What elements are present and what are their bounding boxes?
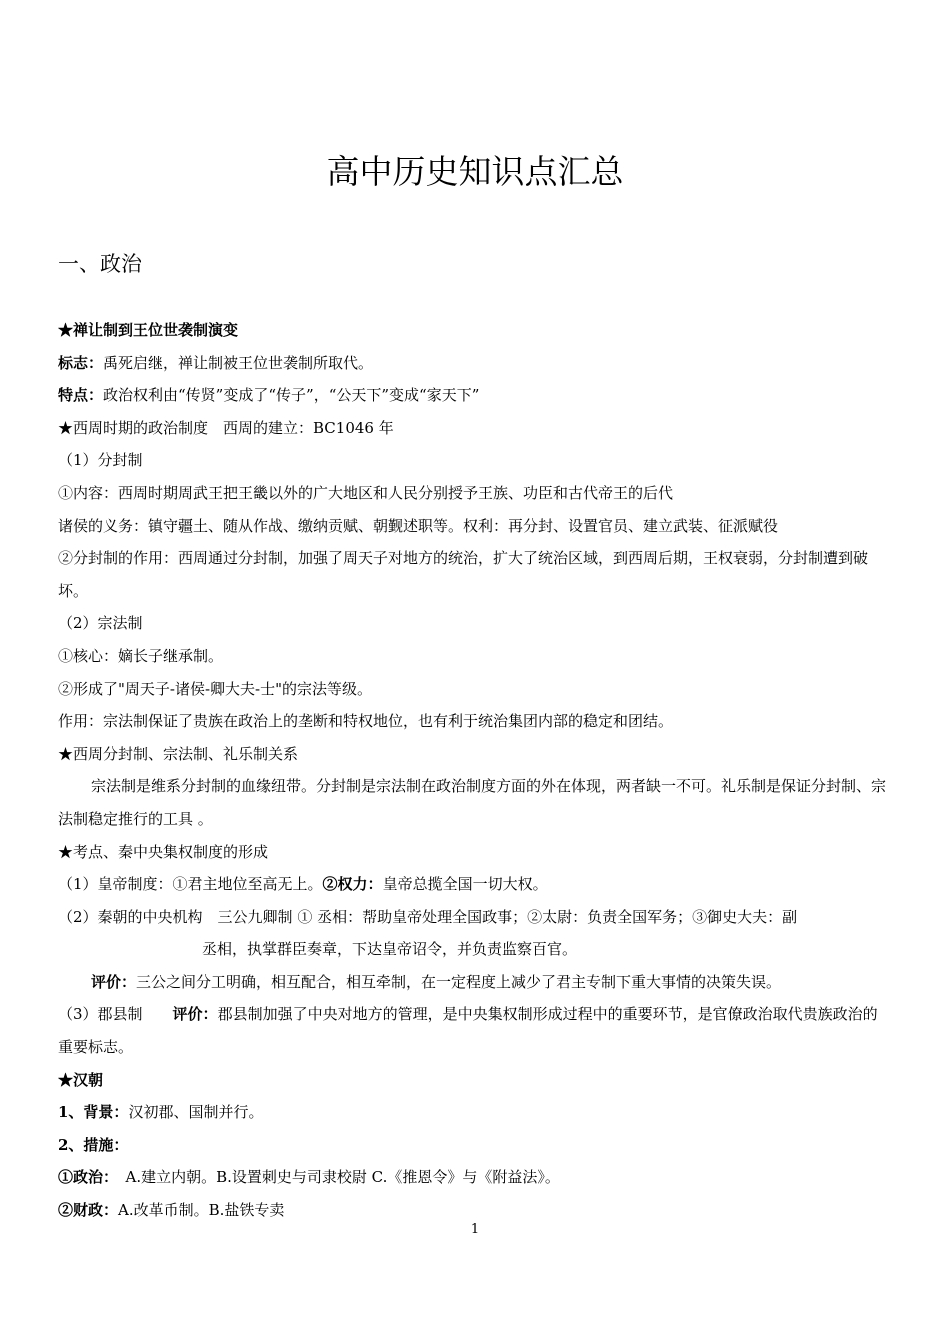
- paragraph-line: 1、背景：汉初郡、国制并行。: [58, 1103, 264, 1122]
- paragraph-line: （1）皇帝制度：①君主地位至高无上。②权力：皇帝总揽全国一切大权。: [58, 875, 548, 894]
- paragraph-line: 标志：禹死启继，禅让制被王位世袭制所取代。: [58, 353, 374, 372]
- paragraph-line: （2）宗法制: [58, 614, 143, 633]
- paragraph-line: ②分封制的作用：西周通过分封制，加强了周天子对地方的统治，扩大了统治区域，到西周后期，王权衰弱，分封制遭到破坏。: [58, 549, 869, 600]
- paragraph-line: ①内容：西周时期周武王把王畿以外的广大地区和人民分别授予王族、功臣和古代帝王的后代: [58, 483, 674, 502]
- paragraph-line: 作用：宗法制保证了贵族在政治上的垄断和特权地位，也有利于统治集团内部的稳定和团结。: [58, 712, 674, 731]
- paragraph-line: 丞相，执掌群臣奏章，下达皇帝诏令，并负责监察百官。: [202, 940, 578, 959]
- page-title: 高中历史知识点汇总: [326, 152, 624, 191]
- page-number: 1: [470, 1222, 480, 1237]
- paragraph-line: （2）秦朝的中央机构 三公九卿制 ① 丞相：帮助皇帝处理全国政事；②太尉：负责全国军务；③御史大夫：副: [58, 907, 798, 926]
- paragraph-line: 评价：三公之间分工明确，相互配合，相互牵制，在一定程度上减少了君主专制下重大事情的决策失误。: [91, 972, 782, 991]
- topic-heading: ★西周分封制、宗法制、礼乐制关系: [58, 744, 299, 763]
- paragraph-line: ①核心：嫡长子继承制。: [58, 646, 224, 665]
- paragraph-line: ②财政：A.改革币制。B.盐铁专卖: [58, 1201, 285, 1220]
- paragraph-line: 2、措施：: [58, 1135, 129, 1154]
- section-heading: 一、政治: [58, 252, 142, 276]
- paragraph-line: ②形成了"周天子-诸侯-卿大夫-士"的宗法等级。: [58, 679, 373, 698]
- paragraph-line: 宗法制是维系分封制的血缘纽带。分封制是宗法制在政治制度方面的外在体现，两者缺一不可。礼乐制是保证分封制、宗法制稳定推行的工具 。: [58, 777, 887, 828]
- topic-heading: ★汉朝: [58, 1070, 104, 1089]
- document-body: [58, 314, 888, 1227]
- paragraph-line: （1）分封制: [58, 451, 143, 470]
- paragraph-line: 特点：政治权利由“传贤”变成了“传子”，“公天下”变成“家天下”: [58, 386, 480, 405]
- topic-heading: ★禅让制到王位世袭制演变: [58, 321, 239, 339]
- paragraph-line: ①政治： A.建立内朝。B.设置刺史与司隶校尉 C.《推恩令》与《附益法》。: [58, 1168, 560, 1187]
- paragraph-line: 诸侯的义务：镇守疆土、随从作战、缴纳贡赋、朝觐述职等。权利：再分封、设置官员、建立武装、征派赋役: [58, 516, 779, 535]
- topic-heading: ★西周时期的政治制度 西周的建立：BC1046 年: [58, 418, 394, 437]
- paragraph-line: （3）郡县制 评价：郡县制加强了中央对地方的管理，是中央集权制形成过程中的重要环节，是官僚政治取代贵族政治的重要标志。: [58, 1005, 878, 1057]
- topic-heading: ★考点、秦中央集权制度的形成: [58, 842, 269, 861]
